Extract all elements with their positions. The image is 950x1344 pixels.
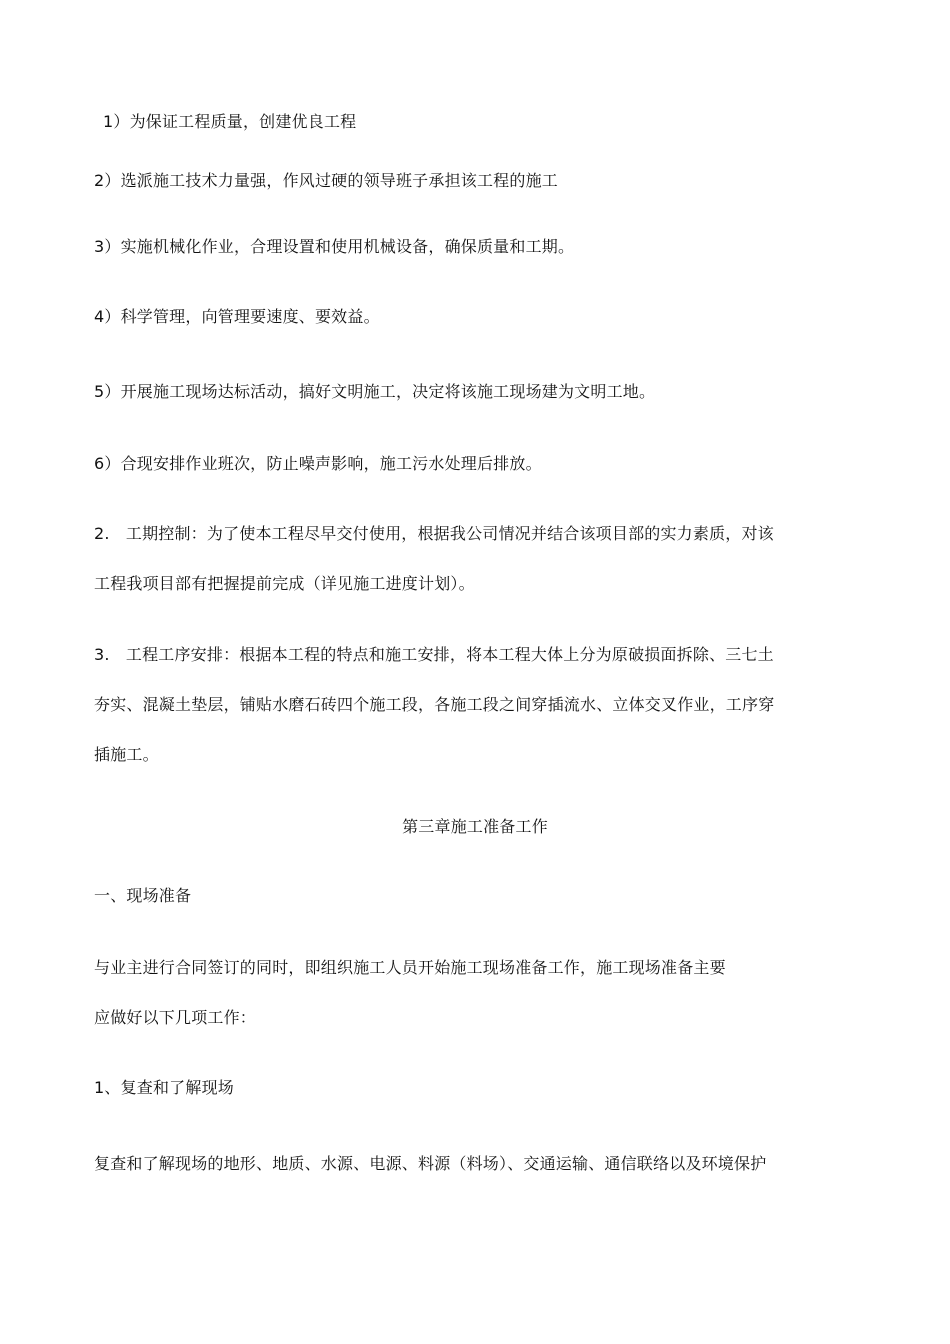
paragraph-preparation-line-2: 应做好以下几项工作： [94, 1008, 257, 1027]
list-item-5: 5）开展施工现场达标活动，搞好文明施工，决定将该施工现场建为文明工地。 [94, 382, 656, 401]
list-item-1: 1）为保证工程质量，创建优良工程 [103, 112, 357, 131]
paragraph-schedule-line-2: 工程我项目部有把握提前完成（详见施工进度计划）。 [94, 574, 475, 593]
list-item-4: 4）科学管理，向管理要速度、要效益。 [94, 307, 380, 326]
list-item-2: 2）选派施工技术力量强，作风过硬的领导班子承担该工程的施工 [94, 171, 558, 190]
paragraph-schedule-line-1: 2. 工期控制：为了使本工程尽早交付使用，根据我公司情况并结合该项目部的实力素质，对该 [94, 524, 774, 543]
list-item-6: 6）合现安排作业班次，防止噪声影响，施工污水处理后排放。 [94, 454, 542, 473]
chapter-heading: 第三章施工准备工作 [402, 817, 548, 836]
paragraph-sequence-line-3: 插施工。 [94, 745, 159, 764]
paragraph-preparation-line-1: 与业主进行合同签订的同时，即组织施工人员开始施工现场准备工作，施工现场准备主要 [94, 958, 726, 977]
subsection-heading: 1、复查和了解现场 [94, 1078, 234, 1097]
list-item-3: 3）实施机械化作业，合理设置和使用机械设备，确保质量和工期。 [94, 237, 575, 256]
paragraph-sequence-line-1: 3. 工程工序安排：根据本工程的特点和施工安排，将本工程大体上分为原破损面拆除、三七土 [94, 645, 774, 664]
paragraph-sequence-line-2: 夯实、混凝土垫层，铺贴水磨石砖四个施工段，各施工段之间穿插流水、立体交叉作业，工序穿 [94, 695, 775, 714]
paragraph-site-review: 复查和了解现场的地形、地质、水源、电源、料源（料场）、交通运输、通信联络以及环境保护 [94, 1154, 767, 1173]
section-heading: 一、现场准备 [94, 886, 192, 905]
